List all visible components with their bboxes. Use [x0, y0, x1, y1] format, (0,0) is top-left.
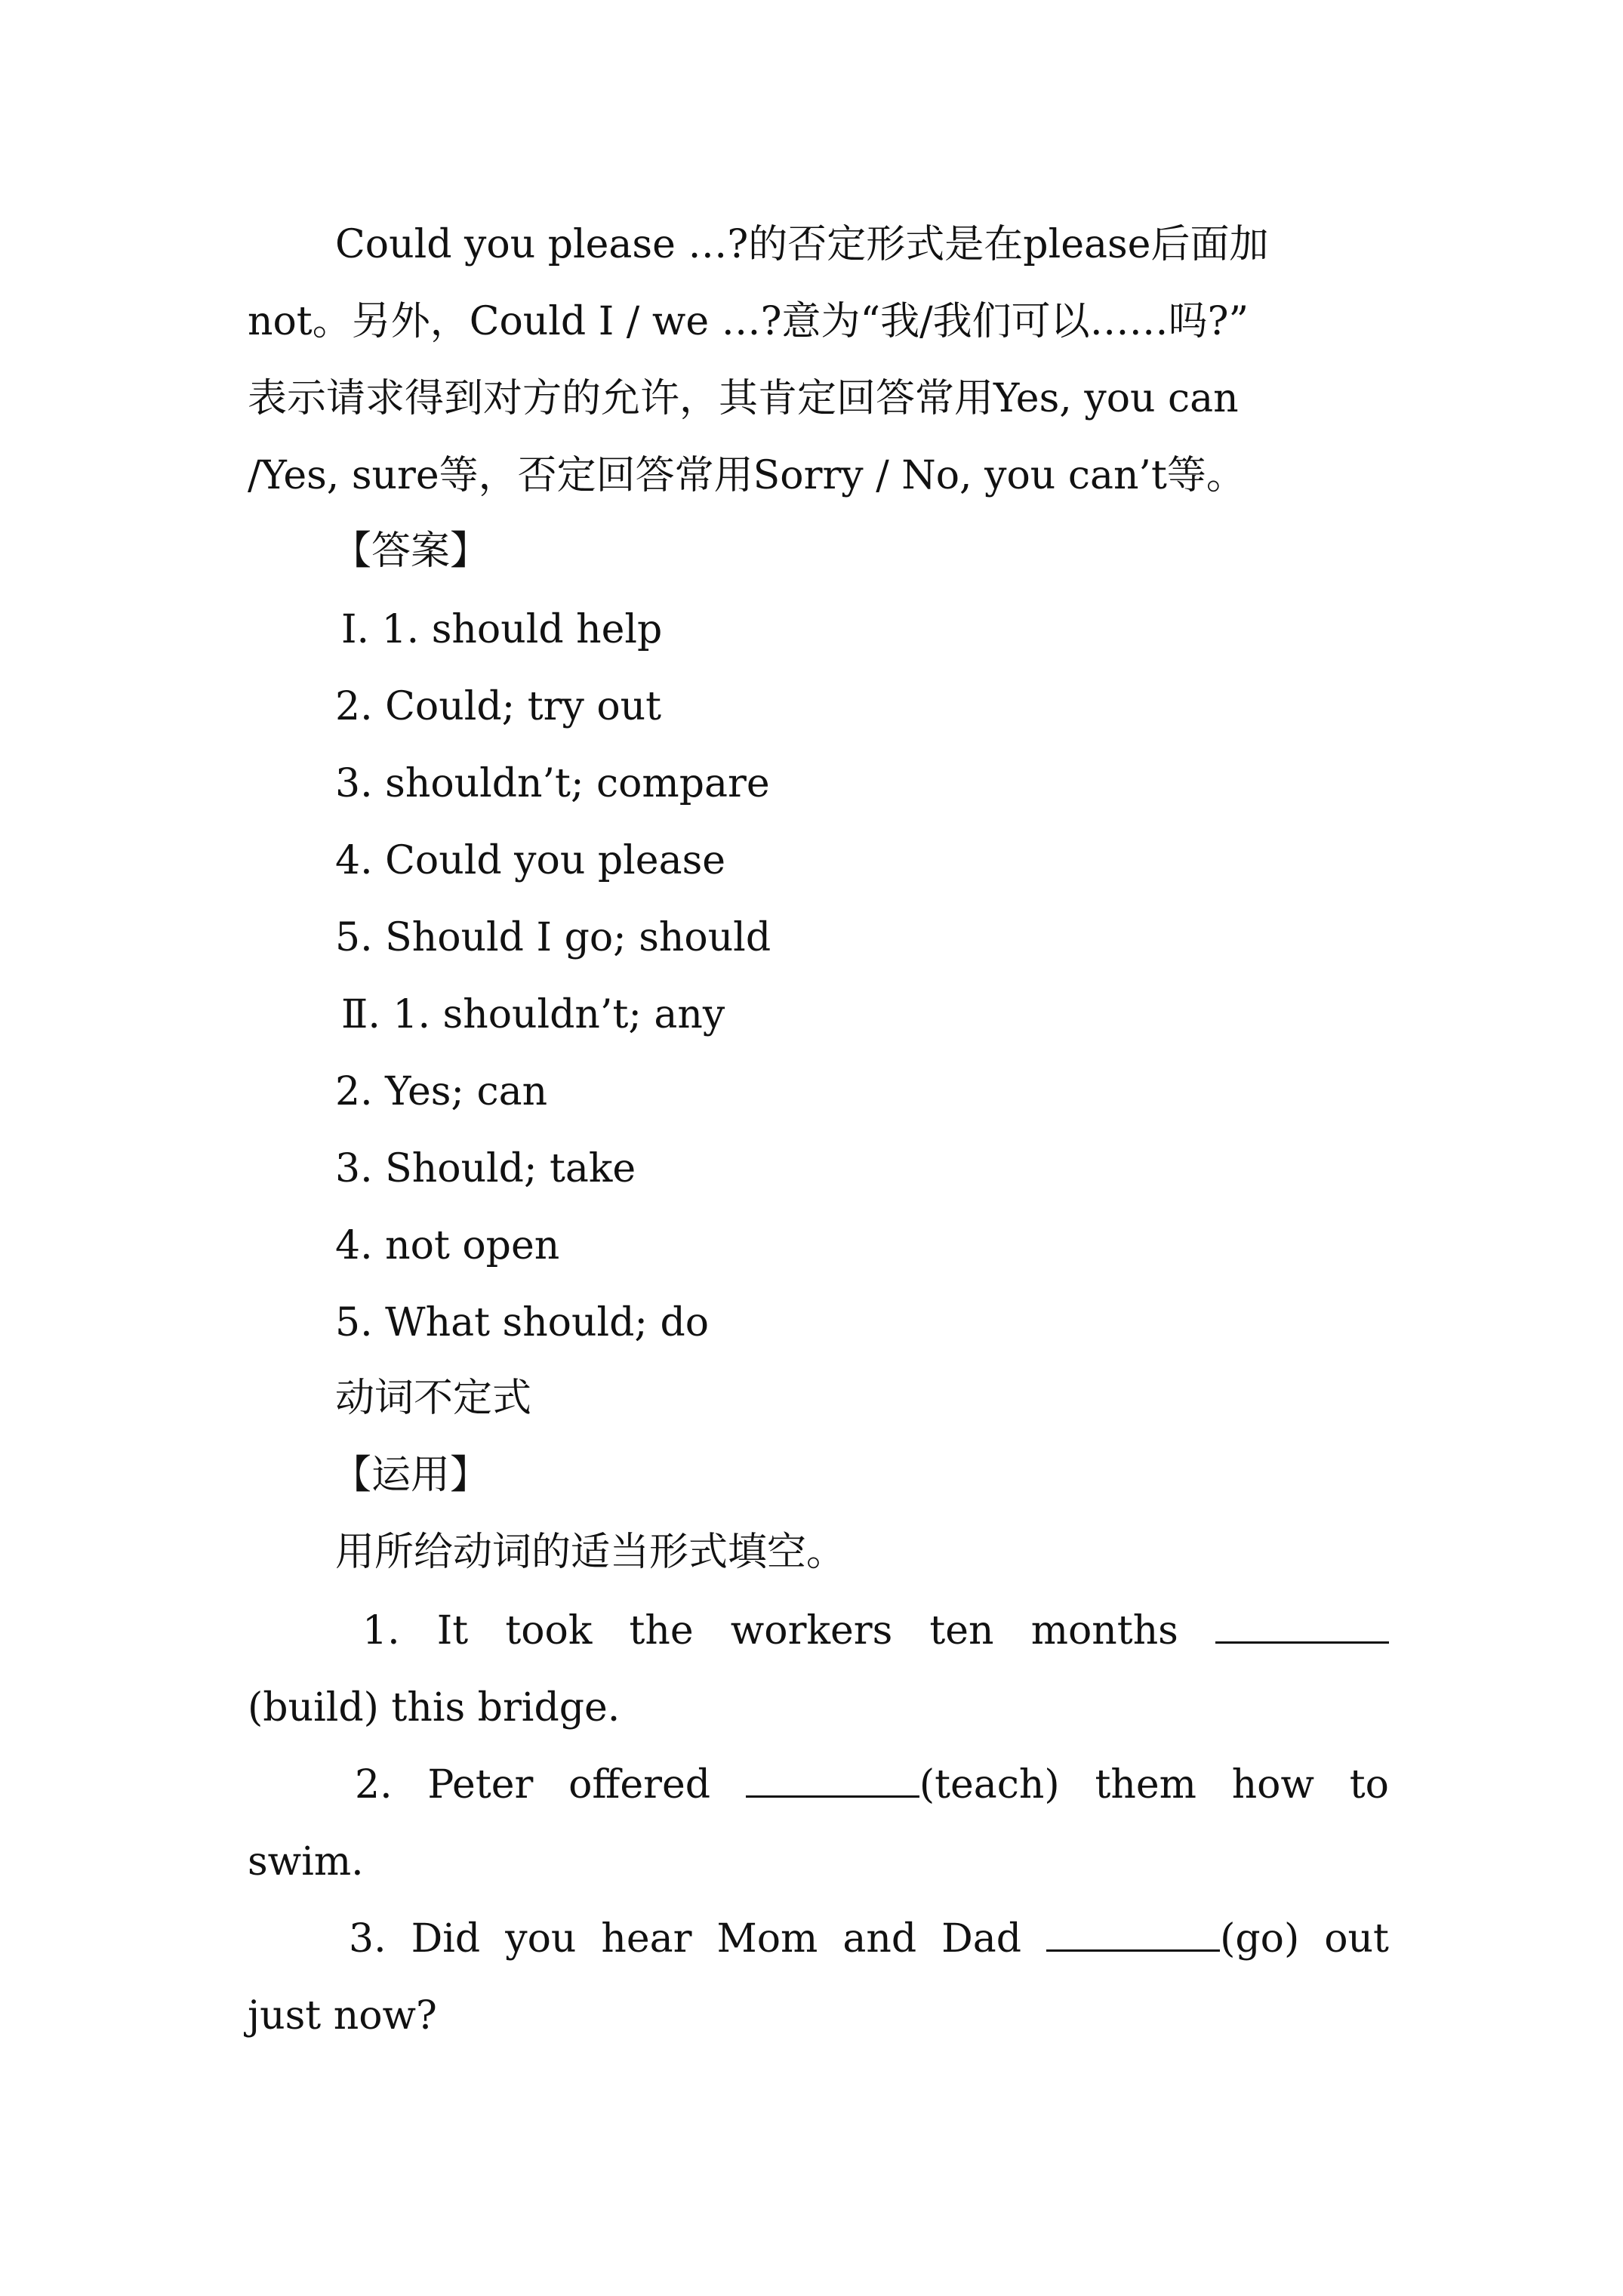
answer-section-1-item-4: 4. Could you please [335, 838, 726, 883]
exercise-2-word: Peter [427, 1762, 534, 1808]
exercise-2-word: how [1231, 1762, 1314, 1808]
exercise-1-continuation: (build) this bridge. [248, 1685, 621, 1730]
answer-section-1-item-3: 3. shouldn’t; compare [335, 761, 770, 806]
exercise-1-word: the [629, 1608, 694, 1653]
exercise-3 [349, 1916, 1389, 1962]
exercise-3-word: hear [601, 1916, 692, 1962]
exercise-3-word: Dad [941, 1916, 1022, 1962]
exercise-3-word: Mom [716, 1916, 818, 1962]
answer-section-1-item-1: Ⅰ. 1. should help [341, 607, 663, 652]
exercise-2-word: them [1095, 1762, 1196, 1808]
exercise-1-answer-blank[interactable] [1215, 1611, 1389, 1644]
exercise-1-word: It [436, 1608, 469, 1653]
explanation-line-1: Could you please …?的否定形式是在please后面加 [335, 222, 1269, 267]
practice-heading: 【运用】 [332, 1453, 490, 1498]
exercise-3-number: 3. [349, 1916, 387, 1962]
exercise-2-verb-hint: (teach) [919, 1762, 1060, 1808]
exercise-2-word: offered [568, 1762, 711, 1808]
exercise-3-continuation: just now? [248, 1993, 437, 2039]
exercise-3-word: and [842, 1916, 917, 1962]
exercise-2-number: 2. [355, 1762, 393, 1808]
answer-section-2-item-2: 2. Yes; can [335, 1069, 548, 1114]
answer-section-1-item-2: 2. Could; try out [335, 684, 662, 729]
answer-section-2-item-4: 4. not open [335, 1223, 560, 1268]
exercise-2 [355, 1762, 1389, 1808]
instruction-text: 用所给动词的适当形式填空。 [335, 1530, 846, 1575]
topic-title: 动词不定式 [335, 1376, 532, 1421]
answer-section-2-item-3: 3. Should; take [335, 1146, 636, 1191]
answer-section-1-item-5: 5. Should I go; should [335, 915, 771, 960]
exercise-1-word: took [505, 1608, 593, 1653]
explanation-line-3: 表示请求得到对方的允许，其肯定回答常用Yes, you can [248, 376, 1239, 421]
exercise-3-answer-blank[interactable] [1046, 1919, 1220, 1952]
exercise-1-number: 1. [362, 1608, 400, 1653]
exercise-2-answer-blank[interactable] [746, 1765, 919, 1798]
answer-heading: 【答案】 [332, 529, 490, 574]
explanation-line-2: not。另外，Could I / we …?意为“我/我们可以……吗?” [248, 299, 1249, 344]
exercise-1-word: workers [730, 1608, 893, 1653]
answer-section-2-item-5: 5. What should; do [335, 1300, 710, 1345]
answer-section-2-item-1: Ⅱ. 1. shouldn’t; any [341, 992, 725, 1037]
exercise-2-word: to [1349, 1762, 1389, 1808]
exercise-3-word: out [1324, 1916, 1389, 1962]
exercise-1 [362, 1608, 1389, 1653]
exercise-3-word: Did [411, 1916, 481, 1962]
exercise-1-word: ten [929, 1608, 994, 1653]
exercise-1-word: months [1030, 1608, 1178, 1653]
exercise-2-continuation: swim. [248, 1839, 364, 1885]
exercise-3-word: you [505, 1916, 577, 1962]
explanation-line-4: /Yes, sure等，否定回答常用Sorry / No, you can’t等。 [248, 453, 1246, 498]
exercise-3-verb-hint: (go) [1220, 1916, 1300, 1962]
